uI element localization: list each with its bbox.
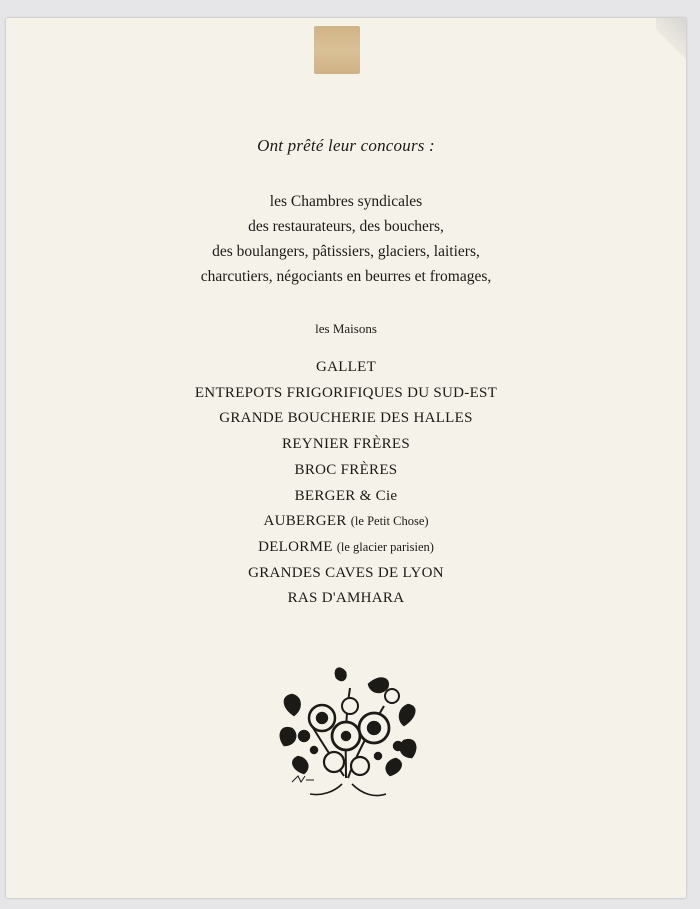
- chambers-line: les Chambres syndicales: [269, 193, 423, 210]
- menu-page: [6, 18, 686, 898]
- house-name: GRANDES CAVES DE LYON: [248, 564, 444, 581]
- flower-bouquet-engraving-icon: [274, 666, 422, 804]
- adhesive-tape: [314, 26, 360, 74]
- chambers-line: charcutiers, négociants en beurres et fromages,: [200, 268, 492, 285]
- house-name: RAS D'AMHARA: [287, 590, 405, 607]
- house-note: (le glacier parisien): [336, 539, 434, 554]
- house-item: [6, 484, 686, 510]
- chambers-paragraph: [6, 189, 686, 289]
- house-item: [6, 406, 686, 432]
- house-name: BROC FRÈRES: [294, 461, 398, 478]
- house-item: [6, 381, 686, 407]
- house-item: [6, 458, 686, 484]
- maisons-label: les Maisons: [315, 321, 377, 336]
- house-name: GALLET: [315, 359, 377, 375]
- house-name: BERGER & Cie: [294, 487, 398, 504]
- house-name: REYNIER FRÈRES: [282, 436, 410, 453]
- house-item: [6, 355, 686, 381]
- house-item: [6, 561, 686, 587]
- house-name: GRANDE BOUCHERIE DES HALLES: [219, 410, 473, 427]
- house-item: [6, 535, 686, 561]
- house-note: (le Petit Chose): [350, 514, 429, 529]
- houses-list: [6, 355, 686, 612]
- house-name: DELORME: [258, 538, 333, 555]
- chambers-line: des restaurateurs, des bouchers,: [248, 218, 444, 235]
- house-item: [6, 586, 686, 612]
- page-heading: Ont prêté leur concours :: [257, 136, 435, 155]
- house-item: [6, 432, 686, 458]
- house-name: ENTREPOTS FRIGORIFIQUES DU SUD-EST: [194, 384, 498, 401]
- house-name: AUBERGER: [263, 513, 347, 530]
- chambers-line: des boulangers, pâtissiers, glaciers, laitiers,: [212, 243, 480, 260]
- house-item: [6, 509, 686, 535]
